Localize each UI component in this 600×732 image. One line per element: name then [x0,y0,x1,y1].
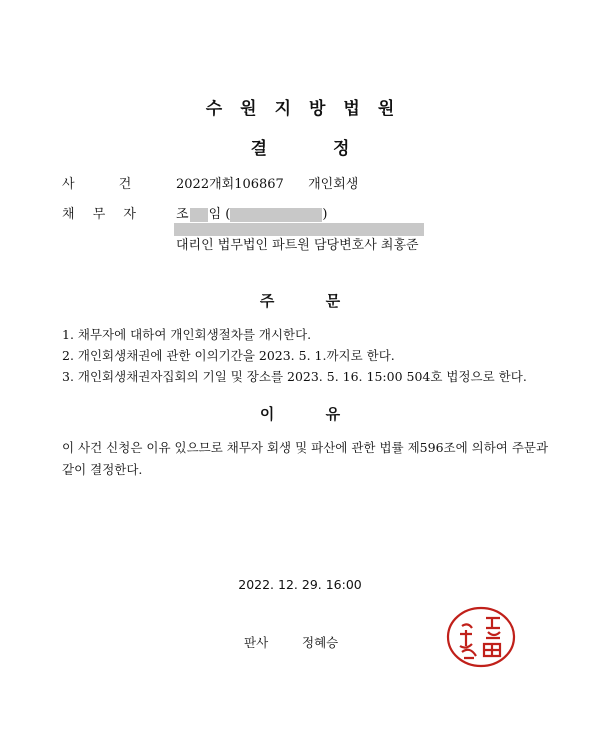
case-type: 개인회생 [308,177,359,192]
order-item: 3. 개인회생채권자집회의 기일 및 장소를 2023. 5. 16. 15:00 504호 법정으로 한다. [62,369,527,384]
reason-heading: 이 유 [259,405,341,423]
reason-text: 이 사건 신청은 이유 있으므로 채무자 회생 및 파산에 관한 법률 제596조에 의하여 주문과 같이 결정한다. [62,440,549,477]
debtor-paren-close: ) [322,207,328,222]
document-type: 결 정 [250,139,350,159]
order-heading: 주 문 [259,292,341,310]
order-item: 2. 개인회생채권에 관한 이의기간을 2023. 5. 1.까지로 한다. [62,348,395,363]
court-name: 수원지방법원 [205,99,413,119]
judge-title: 판사 [244,635,269,650]
debtor-value [176,203,327,222]
case-value [176,173,358,192]
case-number: 2022개회106867 [176,177,284,192]
debtor-agent: 대리인 법무법인 파트원 담당변호사 최홍준 [176,238,419,253]
case-label: 사 건 [62,177,132,192]
redacted-id-number [230,208,322,222]
decision-date: 2022. 12. 29. 16:00 [238,577,362,592]
judge-name: 정혜승 [302,635,339,650]
debtor-label: 채 무 자 [62,207,136,222]
order-item: 1. 채무자에 대하여 개인회생절차를 개시한다. [62,327,312,342]
judge-seal-stamp [440,604,522,670]
debtor-name-suffix: 임 ( [208,207,231,222]
redacted-name-part [190,208,208,222]
debtor-name-prefix: 조 [176,207,189,222]
